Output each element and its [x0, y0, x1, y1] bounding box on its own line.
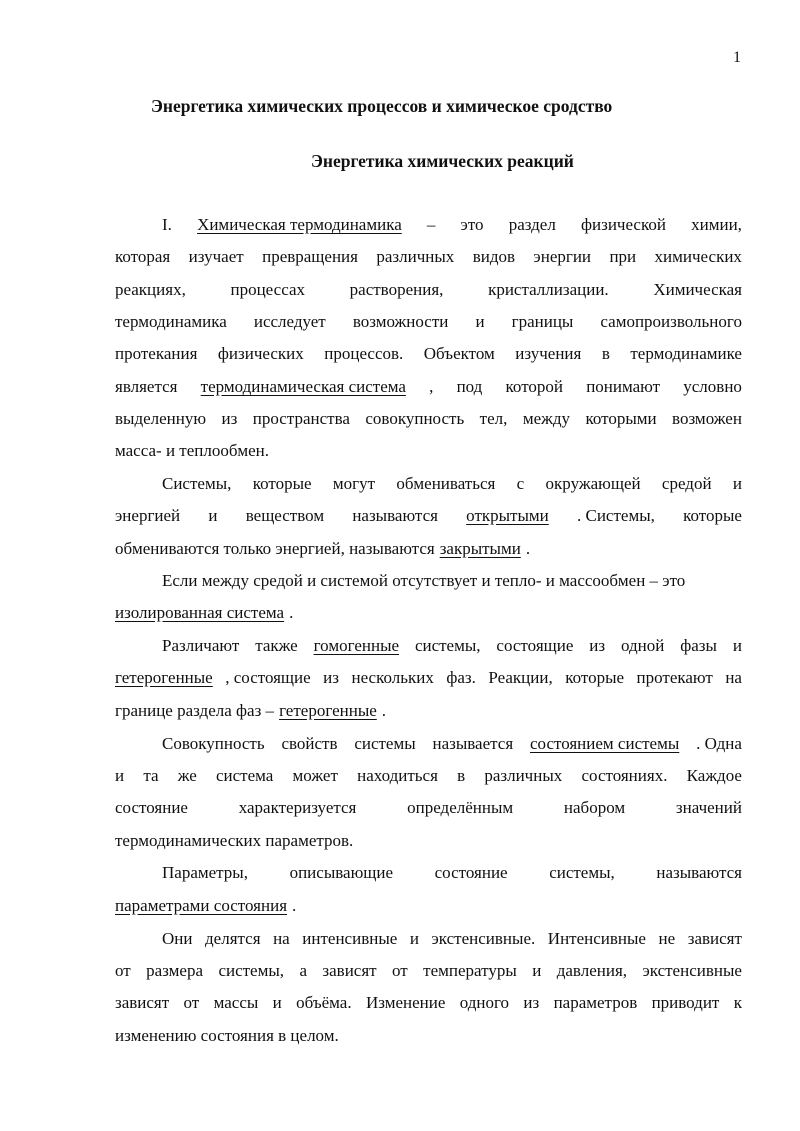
- underlined-term: открытыми: [466, 506, 549, 525]
- text-segment: Системы,: [162, 474, 232, 493]
- text-segment: Если между средой и системой отсутствует и тепло- и массообмен – это: [162, 571, 686, 590]
- text-segment: при: [609, 247, 637, 266]
- text-line: [115, 279, 742, 301]
- text-segment: Изменение: [365, 993, 446, 1012]
- text-segment: определённым: [407, 798, 514, 817]
- text-segment: делятся: [205, 929, 261, 948]
- text-segment: растворения,: [349, 280, 444, 299]
- text-segment: называется: [432, 734, 514, 753]
- text-segment: нескольких: [351, 668, 434, 687]
- text-line: [115, 895, 742, 917]
- text-segment: энергии: [533, 247, 592, 266]
- text-segment: набором: [563, 798, 626, 817]
- text-segment: которая: [115, 247, 171, 266]
- text-segment: Реакции,: [488, 668, 553, 687]
- text-segment: реакциях,: [115, 280, 186, 299]
- text-segment: интенсивные: [302, 929, 398, 948]
- text-segment: размера: [146, 961, 204, 980]
- underlined-term: параметрами состояния: [115, 896, 288, 915]
- text-line: [162, 733, 742, 755]
- text-line: [115, 538, 742, 560]
- text-segment: возможности: [352, 312, 449, 331]
- text-segment: Химическая: [653, 280, 742, 299]
- text-segment: энергией: [115, 506, 181, 525]
- text-line: [115, 960, 742, 982]
- text-segment: условно: [683, 377, 742, 396]
- page-number: 1: [733, 49, 741, 66]
- text-segment: из: [323, 668, 339, 687]
- text-segment: .: [292, 896, 297, 915]
- text-segment: .: [381, 701, 387, 720]
- text-segment: которые: [565, 668, 625, 687]
- text-segment: является: [115, 377, 178, 396]
- text-segment: различных: [484, 766, 563, 785]
- text-line: [115, 246, 742, 268]
- section-title: Энергетика химических реакций: [311, 151, 574, 171]
- text-line: [115, 992, 742, 1014]
- text-segment: веществом: [245, 506, 325, 525]
- text-segment: и: [732, 636, 742, 655]
- text-segment: системы,: [218, 961, 285, 980]
- text-segment: масса- и теплообмен.: [115, 441, 269, 460]
- text-segment: . Одна: [696, 734, 742, 753]
- text-segment: физических: [217, 344, 304, 363]
- underlined-term: гомогенные: [313, 636, 400, 655]
- underlined-term: изолированная система: [115, 603, 285, 622]
- text-segment: средой: [661, 474, 712, 493]
- text-segment: –: [426, 215, 436, 234]
- text-segment: , состоящие: [225, 668, 311, 687]
- text-segment: термодинамике: [630, 344, 742, 363]
- text-line: [162, 928, 742, 950]
- text-segment: и: [208, 506, 218, 525]
- text-segment: находиться: [357, 766, 438, 785]
- text-segment: может: [292, 766, 338, 785]
- text-segment: физической: [580, 215, 666, 234]
- text-segment: и: [115, 766, 125, 785]
- document-title: Энергетика химических процессов и химическое сродство: [151, 96, 613, 116]
- text-segment: называются: [656, 863, 742, 882]
- text-segment: система: [215, 766, 274, 785]
- text-segment: одного: [459, 993, 510, 1012]
- text-segment: видов: [472, 247, 516, 266]
- text-segment: границе раздела фаз –: [115, 701, 275, 720]
- text-segment: которой: [505, 377, 563, 396]
- text-segment: термодинамика: [115, 312, 227, 331]
- text-line: [162, 862, 742, 884]
- text-segment: на: [273, 929, 290, 948]
- text-line: [162, 473, 742, 495]
- text-line: [115, 667, 742, 689]
- text-segment: от: [183, 993, 200, 1012]
- text-segment: к: [733, 993, 742, 1012]
- text-segment: изучает: [188, 247, 244, 266]
- text-segment: одной: [620, 636, 665, 655]
- text-segment: I.: [162, 215, 172, 234]
- text-segment: .: [289, 603, 294, 622]
- text-segment: из: [221, 409, 238, 428]
- text-segment: из: [589, 636, 606, 655]
- text-segment: объёма.: [296, 993, 352, 1012]
- text-segment: изучения: [515, 344, 582, 363]
- text-segment: изменению состояния в целом.: [115, 1026, 339, 1045]
- underlined-term: гетерогенные: [115, 668, 213, 687]
- text-segment: . Системы,: [577, 506, 655, 525]
- text-segment: выделенную: [115, 409, 207, 428]
- text-segment: окружающей: [545, 474, 641, 493]
- text-segment: давления,: [556, 961, 628, 980]
- text-segment: могут: [332, 474, 376, 493]
- text-segment: зависят: [115, 993, 170, 1012]
- text-segment: это: [460, 215, 484, 234]
- text-line: [162, 214, 742, 236]
- text-segment: Параметры,: [162, 863, 248, 882]
- underlined-term: термодинамическая система: [200, 377, 406, 396]
- text-segment: протекания: [115, 344, 198, 363]
- text-segment: раздел: [508, 215, 556, 234]
- text-line: [115, 1025, 742, 1047]
- text-line: [115, 830, 742, 852]
- text-segment: совокупность: [365, 409, 465, 428]
- text-segment: значений: [675, 798, 742, 817]
- text-segment: Различают: [162, 636, 240, 655]
- text-segment: возможен: [672, 409, 742, 428]
- text-segment: свойств: [281, 734, 338, 753]
- text-line: [115, 505, 742, 527]
- text-segment: системы,: [549, 863, 615, 882]
- text-segment: из: [523, 993, 540, 1012]
- text-segment: температуры: [423, 961, 517, 980]
- text-segment: состояние: [115, 798, 188, 817]
- text-segment: границы: [511, 312, 574, 331]
- text-segment: процессов.: [324, 344, 404, 363]
- text-segment: на: [725, 668, 742, 687]
- text-segment: химических: [654, 247, 742, 266]
- text-segment: различных: [376, 247, 455, 266]
- text-segment: и: [409, 929, 419, 948]
- text-segment: кристаллизации.: [488, 280, 609, 299]
- text-segment: Интенсивные: [547, 929, 646, 948]
- text-segment: между: [522, 409, 571, 428]
- underlined-term: гетерогенные: [279, 701, 377, 720]
- text-segment: процессах: [230, 280, 305, 299]
- text-segment: .: [525, 539, 531, 558]
- text-line: [115, 343, 742, 365]
- text-segment: под: [456, 377, 483, 396]
- text-segment: превращения: [262, 247, 358, 266]
- text-segment: протекают: [636, 668, 713, 687]
- text-segment: массы: [213, 993, 259, 1012]
- text-segment: называются: [352, 506, 438, 525]
- text-segment: которые: [683, 506, 742, 525]
- underlined-term: закрытыми: [439, 539, 521, 558]
- text-line: [162, 635, 742, 657]
- text-segment: Они: [162, 929, 193, 948]
- text-segment: фаз.: [446, 668, 476, 687]
- text-segment: системы: [354, 734, 416, 753]
- text-segment: которые: [252, 474, 312, 493]
- text-segment: в: [601, 344, 610, 363]
- text-segment: характеризуется: [238, 798, 357, 817]
- text-segment: системы,: [414, 636, 481, 655]
- text-segment: Совокупность: [162, 734, 265, 753]
- text-segment: описывающие: [289, 863, 394, 882]
- text-segment: с: [516, 474, 525, 493]
- text-segment: не: [658, 929, 676, 948]
- text-segment: а: [299, 961, 307, 980]
- text-segment: и: [475, 312, 485, 331]
- text-segment: Каждое: [686, 766, 742, 785]
- text-line: [115, 440, 742, 462]
- text-segment: и: [532, 961, 542, 980]
- text-segment: приводит: [651, 993, 720, 1012]
- text-segment: тел,: [479, 409, 508, 428]
- text-segment: которыми: [585, 409, 657, 428]
- text-segment: и: [732, 474, 742, 493]
- text-segment: зависят: [687, 929, 742, 948]
- underlined-term: Химическая термодинамика: [197, 215, 402, 234]
- text-segment: состоящие: [496, 636, 574, 655]
- text-segment: в: [457, 766, 466, 785]
- text-line: [115, 311, 742, 333]
- text-segment: термодинамических параметров.: [115, 831, 354, 850]
- text-segment: Объектом: [423, 344, 495, 363]
- text-segment: зависят: [322, 961, 377, 980]
- text-segment: самопроизвольного: [600, 312, 742, 331]
- text-segment: параметров: [553, 993, 638, 1012]
- text-line: [115, 376, 742, 398]
- text-segment: фазы: [680, 636, 717, 655]
- text-segment: обмениваться: [396, 474, 496, 493]
- text-segment: состояние: [434, 863, 508, 882]
- text-segment: ,: [429, 377, 434, 396]
- text-segment: понимают: [586, 377, 661, 396]
- text-segment: и: [272, 993, 282, 1012]
- text-line: [162, 570, 742, 592]
- text-segment: также: [255, 636, 298, 655]
- text-line: [115, 408, 742, 430]
- text-line: [115, 602, 742, 624]
- text-segment: от: [115, 961, 131, 980]
- text-line: [115, 765, 742, 787]
- text-segment: химии,: [691, 215, 742, 234]
- text-segment: обмениваются только энергией, называются: [115, 539, 435, 558]
- text-line: [115, 797, 742, 819]
- text-line: [115, 700, 742, 722]
- text-segment: исследует: [253, 312, 326, 331]
- text-segment: экстенсивные: [642, 961, 742, 980]
- underlined-term: состоянием системы: [529, 734, 680, 753]
- text-segment: от: [392, 961, 408, 980]
- text-segment: экстенсивные.: [431, 929, 536, 948]
- text-segment: же: [177, 766, 197, 785]
- text-segment: состояниях.: [581, 766, 668, 785]
- text-segment: та: [143, 766, 159, 785]
- text-segment: пространства: [252, 409, 350, 428]
